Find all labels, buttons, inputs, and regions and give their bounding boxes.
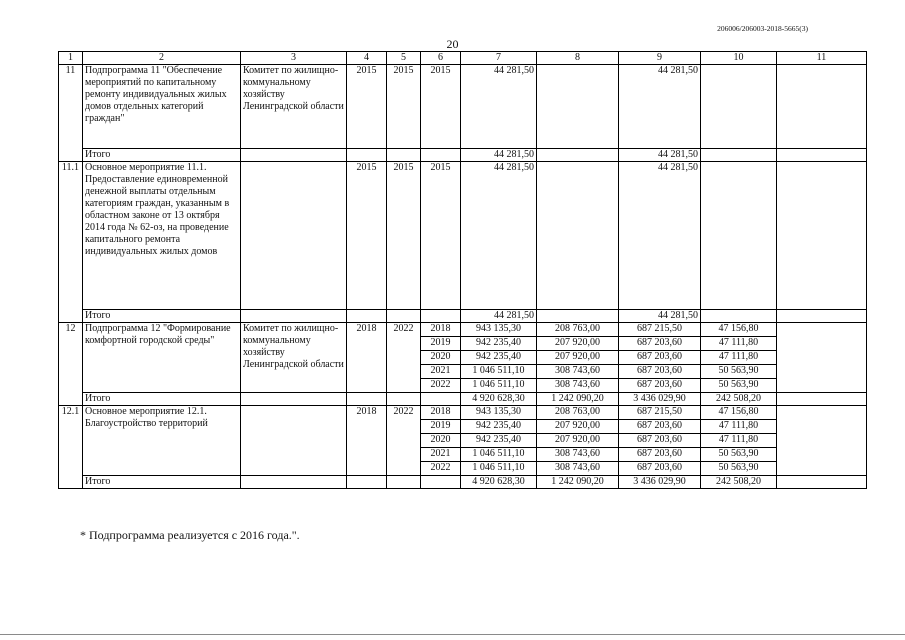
local-amount: 47 156,80 [701,323,777,337]
page-number: 20 [446,37,459,51]
document-registration-code: 206006/206003-2018-5665(3) [717,24,808,33]
federal-amount: 208 763,00 [537,406,619,420]
header-cell: 7 [461,52,537,65]
federal-amount: 308 743,60 [537,462,619,476]
year-cell: 2020 [421,434,461,448]
activity-name: Основное мероприятие 12.1. Благоустройство территорий [83,406,241,476]
total-amount: 1 046 511,10 [461,462,537,476]
header-cell: 3 [241,52,347,65]
table-row [59,162,867,310]
empty-cell [241,406,347,476]
empty-cell [701,65,777,149]
subtotal-row [59,310,867,323]
local-amount: 50 563,90 [701,462,777,476]
empty-cell [347,310,387,323]
year-cell: 2022 [421,379,461,393]
empty-cell [241,393,347,406]
empty-cell [701,149,777,162]
scan-edge-line [0,634,905,635]
local-amount: 50 563,90 [701,365,777,379]
row-number: 11.1 [59,162,83,323]
empty-cell [241,162,347,310]
subprogram-name: Подпрограмма 11 "Обеспечение мероприятий по капитальному ремонту индивидуальных жилых домов отдельных категорий граждан" [83,65,241,149]
empty-cell [421,310,461,323]
empty-cell [701,310,777,323]
regional-amount: 687 215,50 [619,406,701,420]
total-amount: 1 046 511,10 [461,448,537,462]
total-amount: 44 281,50 [461,162,537,310]
regional-amount: 687 215,50 [619,323,701,337]
start-year: 2015 [347,162,387,310]
column-number-header-row [59,52,867,65]
total-amount: 942 235,40 [461,434,537,448]
row-number: 12 [59,323,83,406]
empty-cell [777,149,867,162]
subtotal-local: 242 508,20 [701,393,777,406]
end-year: 2022 [387,323,421,393]
total-amount: 942 235,40 [461,420,537,434]
subtotal-regional: 44 281,50 [619,310,701,323]
empty-cell [777,323,867,393]
empty-cell [777,476,867,489]
subtotal-label: Итого [83,149,241,162]
empty-cell [777,393,867,406]
end-year: 2022 [387,406,421,476]
start-year: 2015 [347,65,387,149]
total-amount: 943 135,30 [461,406,537,420]
subtotal-local: 242 508,20 [701,476,777,489]
header-cell: 11 [777,52,867,65]
empty-cell [387,476,421,489]
activity-name: Основное мероприятие 11.1. Предоставление единовременной денежной выплаты отдельным категориям граждан, указанным в областном законе от 13 октября 2014 года № 62-оз, на проведение капитального ремонта индивидуальных жилых домов [83,162,241,310]
subtotal-label: Итого [83,476,241,489]
year-cell: 2020 [421,351,461,365]
federal-amount: 207 920,00 [537,337,619,351]
subtotal-row [59,149,867,162]
local-amount: 47 111,80 [701,351,777,365]
regional-amount: 44 281,50 [619,162,701,310]
table-row [59,406,867,420]
regional-amount: 687 203,60 [619,337,701,351]
empty-cell [777,310,867,323]
subtotal-regional: 44 281,50 [619,149,701,162]
subtotal-label: Итого [83,310,241,323]
local-amount: 47 111,80 [701,420,777,434]
local-amount: 47 111,80 [701,337,777,351]
year-cell: 2022 [421,462,461,476]
empty-cell [387,393,421,406]
regional-amount: 687 203,60 [619,379,701,393]
federal-amount: 207 920,00 [537,351,619,365]
empty-cell [347,476,387,489]
year-cell: 2021 [421,365,461,379]
year-cell: 2018 [421,406,461,420]
empty-cell [777,65,867,149]
executor-cell: Комитет по жилищно-коммунальному хозяйству Ленинградской области [241,323,347,393]
start-year: 2018 [347,406,387,476]
footnote: * Подпрограмма реализуется с 2016 года.". [80,528,300,542]
local-amount: 47 111,80 [701,434,777,448]
regional-amount: 687 203,60 [619,462,701,476]
header-cell: 10 [701,52,777,65]
year-cell: 2015 [421,65,461,149]
table-row [59,323,867,337]
empty-cell [777,406,867,476]
empty-cell [537,149,619,162]
federal-amount: 207 920,00 [537,434,619,448]
regional-amount: 687 203,60 [619,434,701,448]
regional-amount: 44 281,50 [619,65,701,149]
empty-cell [421,476,461,489]
total-amount: 1 046 511,10 [461,379,537,393]
federal-amount: 308 743,60 [537,365,619,379]
subtotal-label: Итого [83,393,241,406]
federal-amount: 208 763,00 [537,323,619,337]
empty-cell [347,149,387,162]
regional-amount: 687 203,60 [619,420,701,434]
local-amount: 47 156,80 [701,406,777,420]
year-cell: 2015 [421,162,461,310]
empty-cell [241,149,347,162]
empty-cell [777,162,867,310]
start-year: 2018 [347,323,387,393]
subtotal-row [59,476,867,489]
regional-amount: 687 203,60 [619,351,701,365]
federal-amount: 308 743,60 [537,379,619,393]
empty-cell [421,393,461,406]
regional-amount: 687 203,60 [619,365,701,379]
total-amount: 44 281,50 [461,65,537,149]
regional-amount: 687 203,60 [619,448,701,462]
header-cell: 8 [537,52,619,65]
empty-cell [387,310,421,323]
header-cell: 2 [83,52,241,65]
row-number: 12.1 [59,406,83,489]
subtotal-federal: 1 242 090,20 [537,476,619,489]
header-cell: 6 [421,52,461,65]
executor-cell: Комитет по жилищно-коммунальному хозяйству Ленинградской области [241,65,347,149]
row-number: 11 [59,65,83,162]
total-amount: 943 135,30 [461,323,537,337]
empty-cell [537,310,619,323]
program-table-container [58,51,867,489]
subtotal-total: 4 920 628,30 [461,476,537,489]
header-cell: 9 [619,52,701,65]
year-cell: 2019 [421,420,461,434]
header-cell: 1 [59,52,83,65]
empty-cell [421,149,461,162]
empty-cell [387,149,421,162]
total-amount: 1 046 511,10 [461,365,537,379]
year-cell: 2021 [421,448,461,462]
table-row [59,65,867,149]
subtotal-total: 44 281,50 [461,149,537,162]
end-year: 2015 [387,162,421,310]
federal-amount: 207 920,00 [537,420,619,434]
total-amount: 942 235,40 [461,337,537,351]
empty-cell [241,310,347,323]
subtotal-regional: 3 436 029,90 [619,476,701,489]
empty-cell [347,393,387,406]
total-amount: 942 235,40 [461,351,537,365]
subtotal-total: 44 281,50 [461,310,537,323]
end-year: 2015 [387,65,421,149]
header-cell: 4 [347,52,387,65]
year-cell: 2018 [421,323,461,337]
subtotal-federal: 1 242 090,20 [537,393,619,406]
empty-cell [701,162,777,310]
federal-amount: 308 743,60 [537,448,619,462]
year-cell: 2019 [421,337,461,351]
subtotal-row [59,393,867,406]
subtotal-total: 4 920 628,30 [461,393,537,406]
program-funding-table [58,51,867,489]
header-cell: 5 [387,52,421,65]
subprogram-name: Подпрограмма 12 "Формирование комфортной городской среды" [83,323,241,393]
empty-cell [537,162,619,310]
empty-cell [537,65,619,149]
empty-cell [241,476,347,489]
local-amount: 50 563,90 [701,379,777,393]
local-amount: 50 563,90 [701,448,777,462]
subtotal-regional: 3 436 029,90 [619,393,701,406]
